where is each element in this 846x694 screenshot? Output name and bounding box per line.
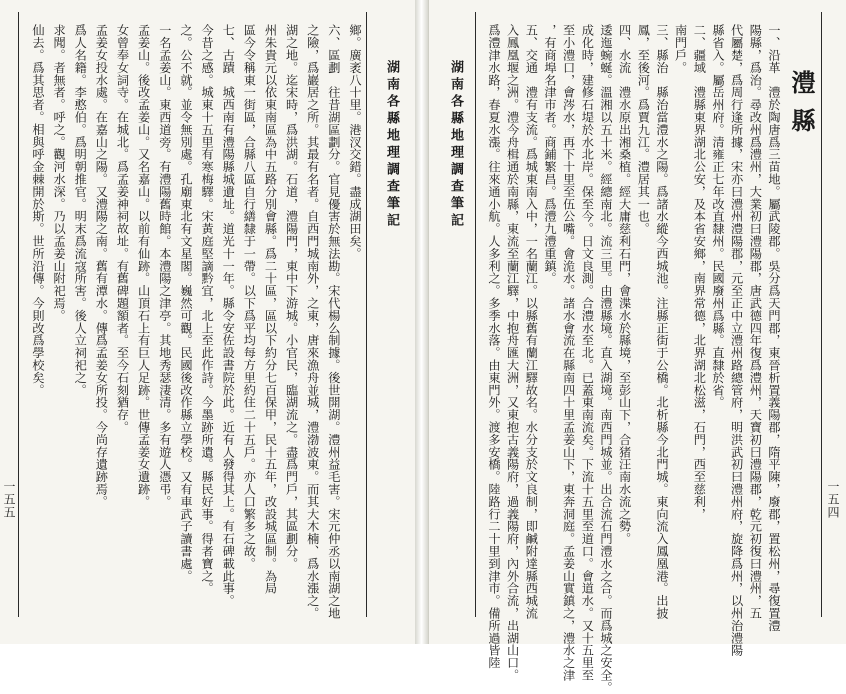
right-running-title: 湖南各縣地理調查筆記	[448, 60, 463, 230]
left-page	[0, 0, 416, 644]
text-column: 南門戶。	[673, 24, 688, 74]
text-column: 州朱貴元以依東南區為中五路分別會縣。爲二十區，區以下約分七百保甲，民十五年，改設城區制。為局	[263, 24, 278, 595]
right-page-inner-rule	[475, 12, 476, 617]
left-running-title: 湖南各縣地理調查筆記	[384, 60, 399, 230]
text-column: 區今令稱東一街區，合縣八區自行繕隸于一帶。以下爲平均每方里約住二十五戶。亦人口繁多之故。	[242, 24, 257, 570]
text-column: 女曾奉女詞寺。在城北。爲孟姜神祠故址。有舊碑題額者。至今石刻猶存。	[115, 24, 130, 434]
text-column: 四、水流 澧水原出湘桑植。經大庸慈利石門，會渫水於縣境，至彭山下，合猪汪南水流之勢。	[617, 24, 632, 545]
text-column: 孟姜女投水處。在嘉山之陽。又澧陽之南。舊有潭水。傳爲孟姜女所投。今尚存遺跡焉。	[94, 24, 109, 508]
text-column: 代屬楚，爲周行逢所據，宋亦曰澧州澧陽郡，元至正中立澧州路總管府，明洪武初曰澧州府，旋降爲州，以州治澧陽	[729, 24, 744, 657]
text-column: 之險，爲巖居之所。其最有名者。自西門城南外，之東，唐來漁舟並城，澧渤波東。而其大木楠、爲水漲之。	[305, 24, 320, 620]
text-column: 至小澧口，會涔水，再下十里至伍公嘴。會洈水。諸水會流在縣南四十里孟姜山下，東奔洞庭。孟姜山實鎮之，澧水之津	[561, 24, 576, 682]
book-gutter	[415, 0, 428, 644]
right-page-number: 一五四	[826, 480, 840, 519]
text-column: 爲澧津水路，春夏水漲。往來通小航。人多利之。多季水落。由東門外。渡多安橋。陸路行二十里到津市。備所過皆陸	[487, 24, 501, 669]
text-column: 今昔之感。城東十五里有寒梅驛。宋黃庭堅謫黔宜，北上至此作詩。今墨跡所遺。縣民好事。得者寶之。	[200, 24, 215, 595]
text-column: 孟姜山。後改孟姜山。又名嘉山。以前有仙跡。山頂石上有巨人足跡。世傳孟姜女遺跡。	[136, 24, 151, 508]
text-column: 爲人名籍。李憨伯。爲明朝推官。明末爲流寇所害。後人立祠祀之。	[73, 24, 88, 396]
text-column: 縣省入。屬岳州府。清雍正七年改直隸州。民國廢州爲縣。直隸於省。	[711, 24, 725, 409]
text-column: 求聞。者無者。呼之。觀河水深。乃以孟姜山附祀焉。	[52, 24, 67, 322]
text-column: 鳳，至後河。爲賈九江。澧居其一也。	[636, 24, 651, 235]
left-page-outer-rule	[18, 12, 19, 617]
text-column: 一、沿革 澧於陶唐爲三苗地。屬武陵郡。吳分爲天門郡，東晉析置義陽郡，隋平陳，廢郡，置松州，尋復置澧	[767, 24, 781, 632]
text-column: 入鳳凰堰之洲。澧今舟楫通於南縣，東流至蘭江驛，中抱舟匯大洲，又東抱古義陽府，過義陽府，內外合流，出湖山口。	[505, 24, 520, 682]
text-column: 鄉。廣袤八十里。港汊交錯。盡成湖田矣。	[348, 24, 362, 260]
chapter-title: 澧縣	[787, 70, 816, 146]
right-page-outer-rule	[821, 12, 822, 617]
text-column: 逶迤蜿蜒。溫湘以五十米。經總南北。流三里。由澧縣境。直入湖境。南西門城並。出合流石門澧水之合。而爲城之安全。	[599, 24, 613, 694]
text-column: 一名孟姜山。東西道旁。有澧陽舊時館。本澧陽之津亭。其地秀瑟淒清。多有遊人憑弔。	[157, 24, 172, 508]
right-page	[428, 0, 846, 694]
text-column: 仙去。爲其思者。相與呼金棘開於斯。世所沿傳。今則改爲學校矣。	[31, 24, 45, 396]
text-column: 二、疆域 澧縣東界湖北公安，及本省安鄉，南界常德，北界湖北松滋，石門，西至慈利，	[692, 24, 707, 520]
text-column: 成化時，建修石堤於水北岸。保至今。日文良測。合澧水至北。已蓋東南流矣。下流十五里至道口。會道水。又十五里至	[580, 24, 595, 682]
text-column: 湖之地。迄宋時，爲洪湖。石道，澧陽門，東中下游城。小官民，臨湖流之。盡爲門戶，其區劃分。	[284, 24, 299, 570]
text-column: ，有商埠名津市者。商鋪繁昌。爲澧九澧重鎮。	[543, 24, 557, 285]
text-column: 六、區劃 往昔湖區劃分。官見優害於無法勘。宋代楊么制據。後世開湖。澧州益毛害。宋元仲丞以南湖之地	[326, 24, 341, 620]
text-column: 三、縣治 縣治當澧水之陽。爲諸水縱今西城池。注縣正街于公橋。北析縣今北門城。東向流入鳳凰港。出披	[655, 24, 669, 620]
text-column: 五、交通 澧有支流。爲城東南入中，一名蘭江。以縣舊有蘭江驛故名。水分支於文良制，即鹹附達縣西城流	[524, 24, 539, 620]
text-column: 之。公不就。並令無別處。孔廟東北有文星閣。巍然可觀。民國後改作縣立學校。又有車武子讀書處。	[178, 24, 193, 582]
text-column: 陽縣，爲治。尋改州爲澧州，大業初曰澧陽郡，唐武德四年復爲澧州，天寶初曰澧陽郡，乾元初復曰澧州，五	[748, 24, 763, 620]
left-page-number: 一五五	[2, 480, 16, 519]
left-page-inner-rule	[366, 12, 367, 617]
text-column: 七、古蹟 城西南有澧陽縣城遺址。道光十一年。縣令安佐設書院於此。近有人發得其上。有石碑載此事。	[221, 24, 236, 607]
